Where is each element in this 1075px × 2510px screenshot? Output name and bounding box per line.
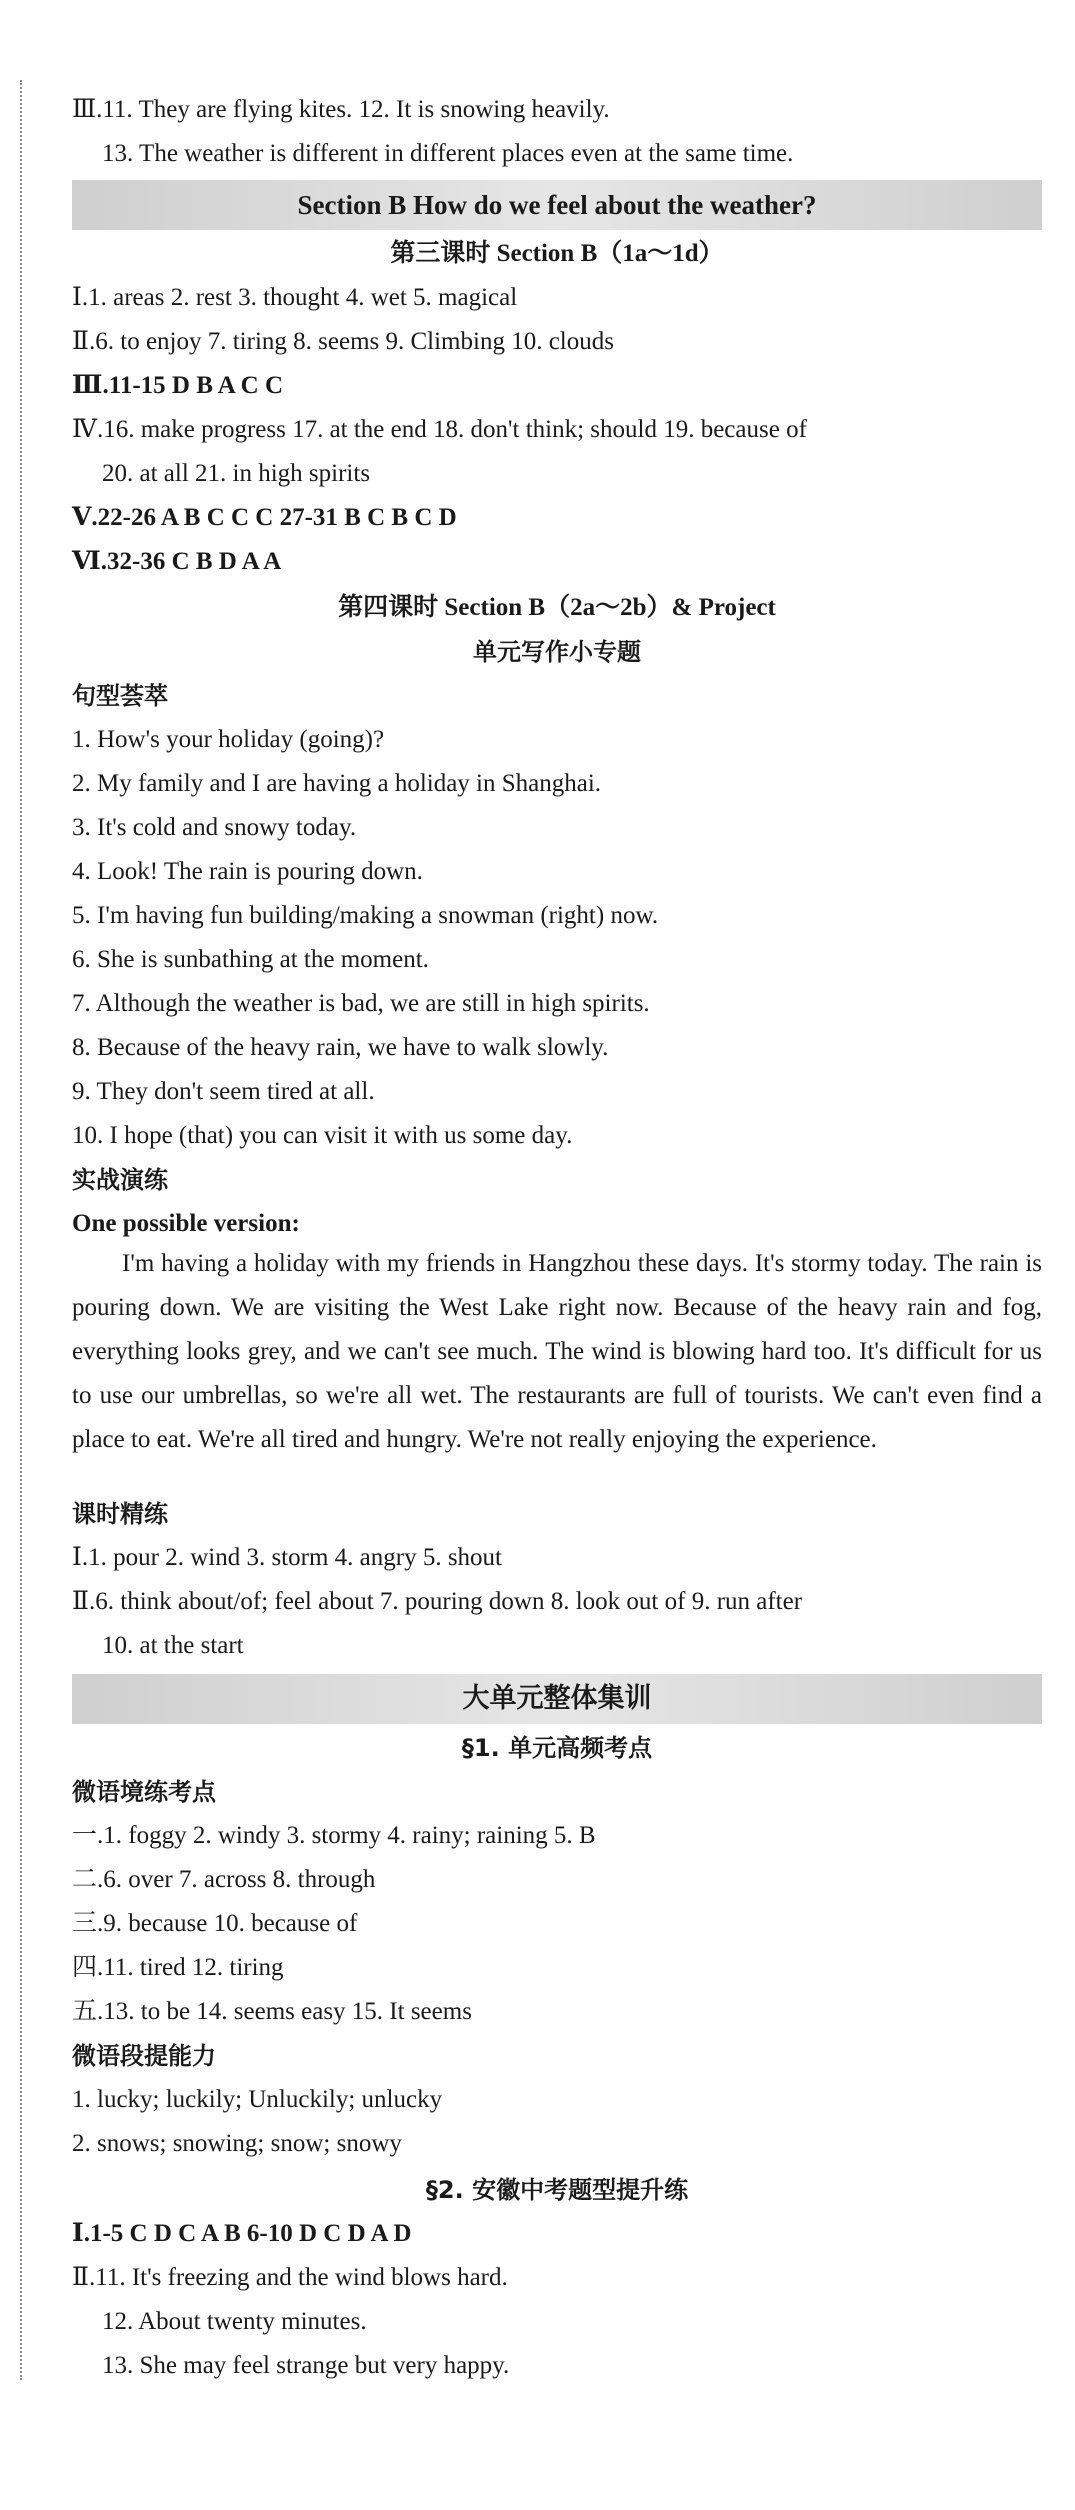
sentence-line: 8. Because of the heavy rain, we have to walk slowly.: [72, 1034, 609, 1061]
drill-heading: 课时精练: [72, 1500, 168, 1528]
answer-line: 五.13. to be 14. seems easy 15. It seems: [72, 1998, 472, 2025]
word-heading: 微语境练考点: [72, 1778, 216, 1806]
answer-line: Ⅳ.16. make progress 17. at the end 18. don't think; should 19. because of: [72, 416, 807, 443]
answer-line: 2. snows; snowing; snow; snowy: [72, 2130, 402, 2157]
sentence-line: 5. I'm having fun building/making a snowman (right) now.: [72, 902, 659, 929]
answer-line: 13. She may feel strange but very happy.: [102, 2352, 510, 2379]
lesson4-title: 第四课时 Section B（2a～2b）& Project: [338, 594, 776, 621]
para-heading: 微语段提能力: [72, 2042, 216, 2070]
sentence-line: 3. It's cold and snowy today.: [72, 814, 357, 841]
answer-line: 二.6. over 7. across 8. through: [72, 1866, 376, 1893]
answer-line: Ⅰ.1. pour 2. wind 3. storm 4. angry 5. shout: [72, 1544, 502, 1571]
section-b-banner: Section B How do we feel about the weather?: [72, 180, 1042, 230]
answer-line: 13. The weather is different in different places even at the same time.: [102, 140, 794, 167]
lesson3-title: 第三课时 Section B（1a～1d）: [390, 240, 724, 267]
answer-line: Ⅱ.11. It's freezing and the wind blows hard.: [72, 2264, 508, 2291]
answer-line: 12. About twenty minutes.: [102, 2308, 367, 2335]
model-essay: I'm having a holiday with my friends in Hangzhou these days. It's stormy today. The rain is pouring down. We are visiting the West Lake right now. Because of the heavy rain and fog, everything looks grey, and we can't see much. The wind is blowing hard too. It's difficult for us to use our umbrellas, so we're all wet. The restaurants are full of tourists. We can't even find a place to eat. We're all tired and hungry. We're not really enjoying the experience.: [72, 1250, 1042, 1453]
answer-line: 三.9. because 10. because of: [72, 1910, 358, 1937]
sentence-line: 4. Look! The rain is pouring down.: [72, 858, 423, 885]
unit-banner: 大单元整体集训: [72, 1674, 1042, 1724]
answer-line: Ⅰ.1-5 C D C A B 6-10 D C D A D: [72, 2220, 412, 2247]
sentence-line: 9. They don't seem tired at all.: [72, 1078, 375, 1105]
answer-line: Ⅴ.22-26 A B C C C 27-31 B C B C D: [72, 504, 457, 531]
answer-line: Ⅲ.11. They are flying kites. 12. It is snowing heavily.: [72, 96, 610, 123]
sentence-line: 6. She is sunbathing at the moment.: [72, 946, 429, 973]
writing-title: 单元写作小专题: [473, 638, 641, 666]
answer-line: Ⅱ.6. think about/of; feel about 7. pouring down 8. look out of 9. run after: [72, 1588, 803, 1615]
answer-line: 四.11. tired 12. tiring: [72, 1954, 284, 1981]
s2-title: §2. 安徽中考题型提升练: [425, 2176, 689, 2204]
answer-line: 10. at the start: [102, 1632, 244, 1659]
sentence-line: 10. I hope (that) you can visit it with us some day.: [72, 1122, 573, 1149]
answer-line: 20. at all 21. in high spirits: [102, 460, 371, 487]
version-label: One possible version:: [72, 1210, 300, 1237]
sentence-line: 2. My family and I are having a holiday in Shanghai.: [72, 770, 602, 797]
answer-line: 1. lucky; luckily; Unluckily; unlucky: [72, 2086, 443, 2113]
sentence-line: 1. How's your holiday (going)?: [72, 726, 385, 753]
s1-title: §1. 单元高频考点: [461, 1734, 653, 1762]
answer-line: Ⅰ.1. areas 2. rest 3. thought 4. wet 5. magical: [72, 284, 518, 311]
answer-line: Ⅱ.6. to enjoy 7. tiring 8. seems 9. Climbing 10. clouds: [72, 328, 614, 355]
sentence-line: 7. Although the weather is bad, we are still in high spirits.: [72, 990, 650, 1017]
answer-line: 一.1. foggy 2. windy 3. stormy 4. rainy; raining 5. B: [72, 1822, 596, 1849]
practice-heading: 实战演练: [72, 1166, 168, 1194]
binding-margin-line: [20, 80, 22, 2380]
answer-line: Ⅲ.11-15 D B A C C: [72, 372, 284, 399]
answer-line: Ⅵ.32-36 C B D A A: [72, 548, 282, 575]
sentence-heading: 句型荟萃: [72, 682, 168, 710]
